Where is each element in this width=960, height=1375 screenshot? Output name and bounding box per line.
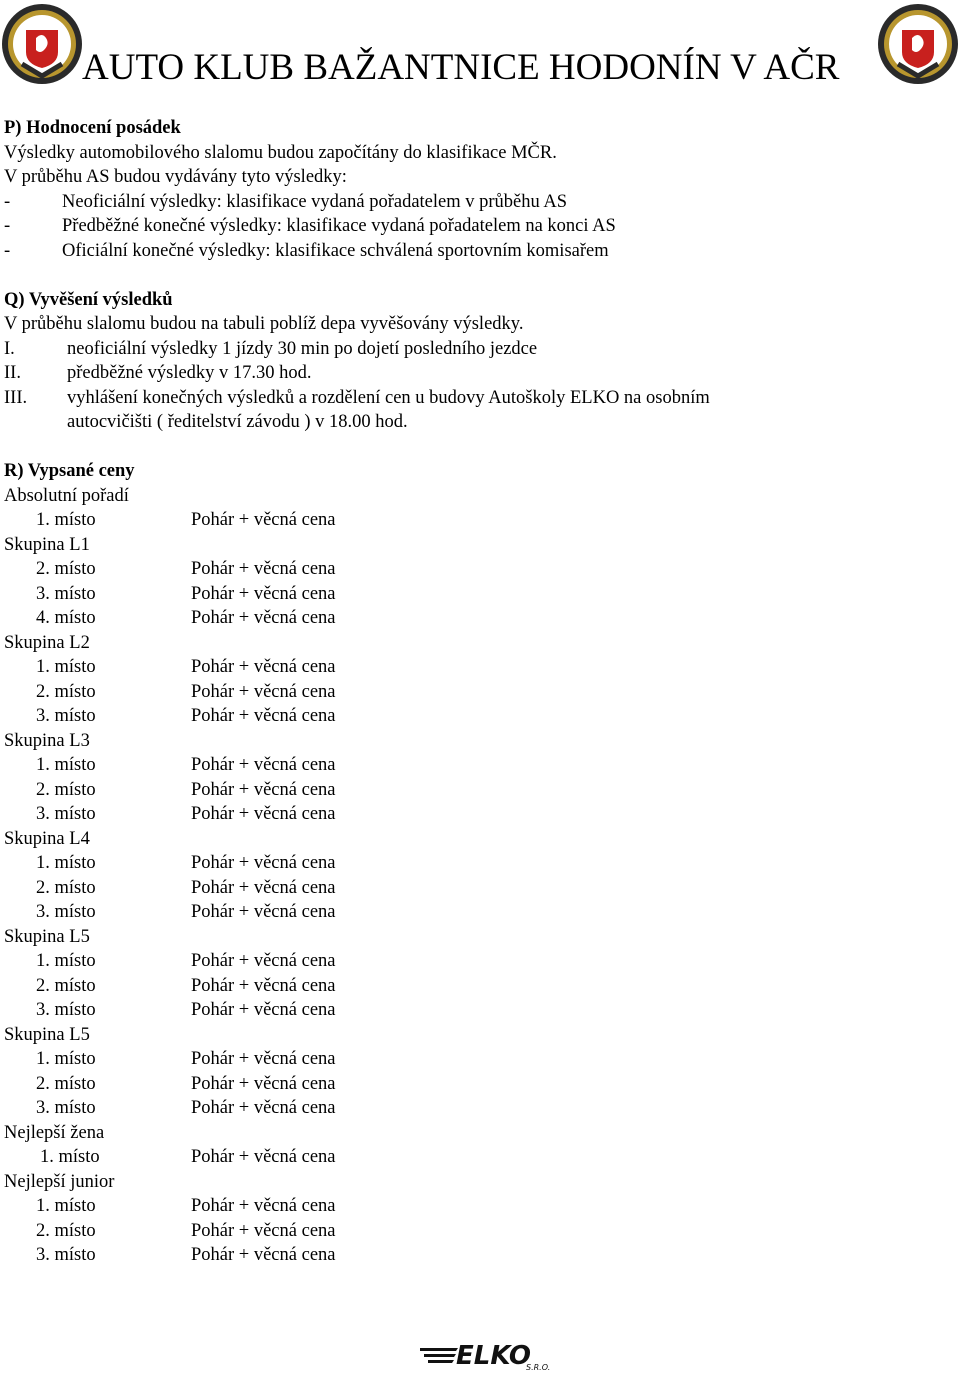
prize-group-name: Skupina L3	[4, 730, 90, 751]
prize-row	[4, 508, 944, 533]
bullet-item	[4, 239, 944, 264]
prize-description: Pohár + věcná cena	[191, 804, 336, 824]
prize-row	[4, 876, 944, 901]
bullet-text: Předběžné konečné výsledky: klasifikace vydaná pořadatelem na konci AS	[62, 216, 616, 236]
item-number: I.	[4, 338, 15, 359]
prize-row	[4, 851, 944, 876]
prize-description: Pohár + věcná cena	[191, 681, 336, 702]
elko-logo-icon	[420, 1336, 570, 1372]
prize-description: Pohár + věcná cena	[191, 755, 336, 775]
club-emblem-left-icon	[0, 2, 84, 86]
item-text: vyhlášení konečných výsledků a rozdělení cen u budovy Autoškoly ELKO na osobním	[67, 387, 710, 408]
prize-place: 1. místo	[36, 951, 96, 971]
bullet-dash: -	[4, 240, 11, 261]
prize-row	[4, 704, 944, 729]
item-number: III.	[4, 387, 28, 408]
section-p-line2: V průběhu AS budou vydávány tyto výsledky:	[4, 167, 347, 187]
prize-row	[4, 1145, 944, 1170]
prize-description: Pohár + věcná cena	[191, 1196, 336, 1216]
prize-description: Pohár + věcná cena	[191, 902, 336, 922]
prize-place: 3. místo	[36, 902, 96, 922]
prize-description: Pohár + věcná cena	[191, 706, 336, 726]
numbered-item	[4, 361, 944, 386]
item-text: předběžné výsledky v 17.30 hod.	[67, 363, 312, 383]
club-title: AUTO KLUB BAŽANTNICE HODONÍN V AČR	[82, 47, 840, 88]
prize-place: 1. místo	[36, 755, 96, 775]
prize-row	[4, 974, 944, 999]
prize-description: Pohár + věcná cena	[191, 853, 336, 873]
bullet-item	[4, 214, 944, 239]
prize-group-name: Skupina L1	[4, 534, 90, 555]
prize-description: Pohár + věcná cena	[191, 559, 336, 579]
prize-row	[4, 900, 944, 925]
prize-description: Pohár + věcná cena	[191, 1049, 336, 1069]
prize-row	[4, 655, 944, 680]
prize-place: 3. místo	[36, 583, 96, 604]
prize-place: 4. místo	[36, 608, 96, 628]
prize-description: Pohár + věcná cena	[191, 975, 336, 996]
document-body	[4, 116, 944, 1268]
prize-place: 1. místo	[36, 510, 96, 530]
prize-description: Pohár + věcná cena	[191, 583, 336, 604]
prize-list	[4, 484, 944, 1268]
section-p-heading: P) Hodnocení posádek	[4, 118, 181, 138]
bullet-dash: -	[4, 216, 11, 236]
prize-description: Pohár + věcná cena	[191, 1073, 336, 1094]
prize-row	[4, 802, 944, 827]
club-emblem-right-icon	[876, 2, 960, 86]
bullet-item	[4, 190, 944, 215]
prize-group-name: Skupina L2	[4, 632, 90, 653]
prize-place: 3. místo	[36, 706, 96, 726]
prize-place: 1. místo	[36, 1049, 96, 1069]
prize-place: 1. místo	[40, 1147, 100, 1167]
numbered-item	[4, 386, 944, 411]
item-text: autocvičišti ( ředitelství závodu ) v 18.00 hod.	[67, 412, 408, 432]
prize-row	[4, 949, 944, 974]
prize-description: Pohár + věcná cena	[191, 877, 336, 898]
prize-place: 3. místo	[36, 804, 96, 824]
prize-description: Pohár + věcná cena	[191, 1147, 336, 1167]
prize-row	[4, 998, 944, 1023]
section-p-line1: Výsledky automobilového slalomu budou započítány do klasifikace MČR.	[4, 142, 557, 163]
item-number: II.	[4, 363, 21, 383]
prize-row	[4, 680, 944, 705]
prize-description: Pohár + věcná cena	[191, 1245, 336, 1265]
numbered-item	[4, 337, 944, 362]
prize-row	[4, 1072, 944, 1097]
prize-description: Pohár + věcná cena	[191, 951, 336, 971]
prize-place: 1. místo	[36, 853, 96, 873]
prize-row	[4, 1047, 944, 1072]
prize-row	[4, 753, 944, 778]
bullet-dash: -	[4, 191, 11, 212]
prize-place: 3. místo	[36, 1098, 96, 1118]
prize-place: 2. místo	[36, 779, 96, 800]
prize-place: 1. místo	[36, 1196, 96, 1216]
section-q-intro: V průběhu slalomu budou na tabuli poblíž depa vyvěšovány výsledky.	[4, 314, 524, 334]
prize-group-name: Nejlepší junior	[4, 1171, 115, 1192]
prize-place: 2. místo	[36, 877, 96, 898]
prize-description: Pohár + věcná cena	[191, 608, 336, 628]
prize-row	[4, 1219, 944, 1244]
prize-place: 1. místo	[36, 657, 96, 677]
section-r-heading: R) Vypsané ceny	[4, 461, 135, 481]
prize-description: Pohár + věcná cena	[191, 1000, 336, 1020]
section-q-heading: Q) Vyvěšení výsledků	[4, 289, 173, 310]
prize-place: 2. místo	[36, 975, 96, 996]
prize-description: Pohár + věcná cena	[191, 1098, 336, 1118]
prize-row	[4, 778, 944, 803]
prize-place: 2. místo	[36, 681, 96, 702]
prize-place: 2. místo	[36, 1073, 96, 1094]
prize-row	[4, 557, 944, 582]
prize-description: Pohár + věcná cena	[191, 1220, 336, 1241]
bullet-text: Neoficiální výsledky: klasifikace vydaná pořadatelem v průběhu AS	[62, 191, 568, 212]
prize-group-name: Skupina L4	[4, 828, 90, 849]
prize-place: 3. místo	[36, 1000, 96, 1020]
numbered-item-continuation	[4, 410, 944, 435]
prize-description: Pohár + věcná cena	[191, 657, 336, 677]
prize-row	[4, 606, 944, 631]
prize-row	[4, 1194, 944, 1219]
prize-description: Pohár + věcná cena	[191, 779, 336, 800]
prize-row	[4, 1096, 944, 1121]
prize-group-name: Skupina L5	[4, 1024, 90, 1045]
prize-place: 2. místo	[36, 559, 96, 579]
prize-row	[4, 582, 944, 607]
bullet-text: Oficiální konečné výsledky: klasifikace schválená sportovním komisařem	[62, 240, 609, 261]
prize-group-name: Skupina L5	[4, 926, 90, 947]
item-text: neoficiální výsledky 1 jízdy 30 min po dojetí posledního jezdce	[67, 338, 538, 359]
prize-row	[4, 1243, 944, 1268]
prize-group-name: Nejlepší žena	[4, 1122, 105, 1143]
prize-description: Pohár + věcná cena	[191, 510, 336, 530]
prize-place: 3. místo	[36, 1245, 96, 1265]
elko-logo-text: ELKO	[456, 1341, 531, 1371]
elko-logo-suffix: S.R.O.	[526, 1363, 551, 1372]
prize-place: 2. místo	[36, 1220, 96, 1241]
prize-group-name: Absolutní pořadí	[4, 485, 129, 506]
